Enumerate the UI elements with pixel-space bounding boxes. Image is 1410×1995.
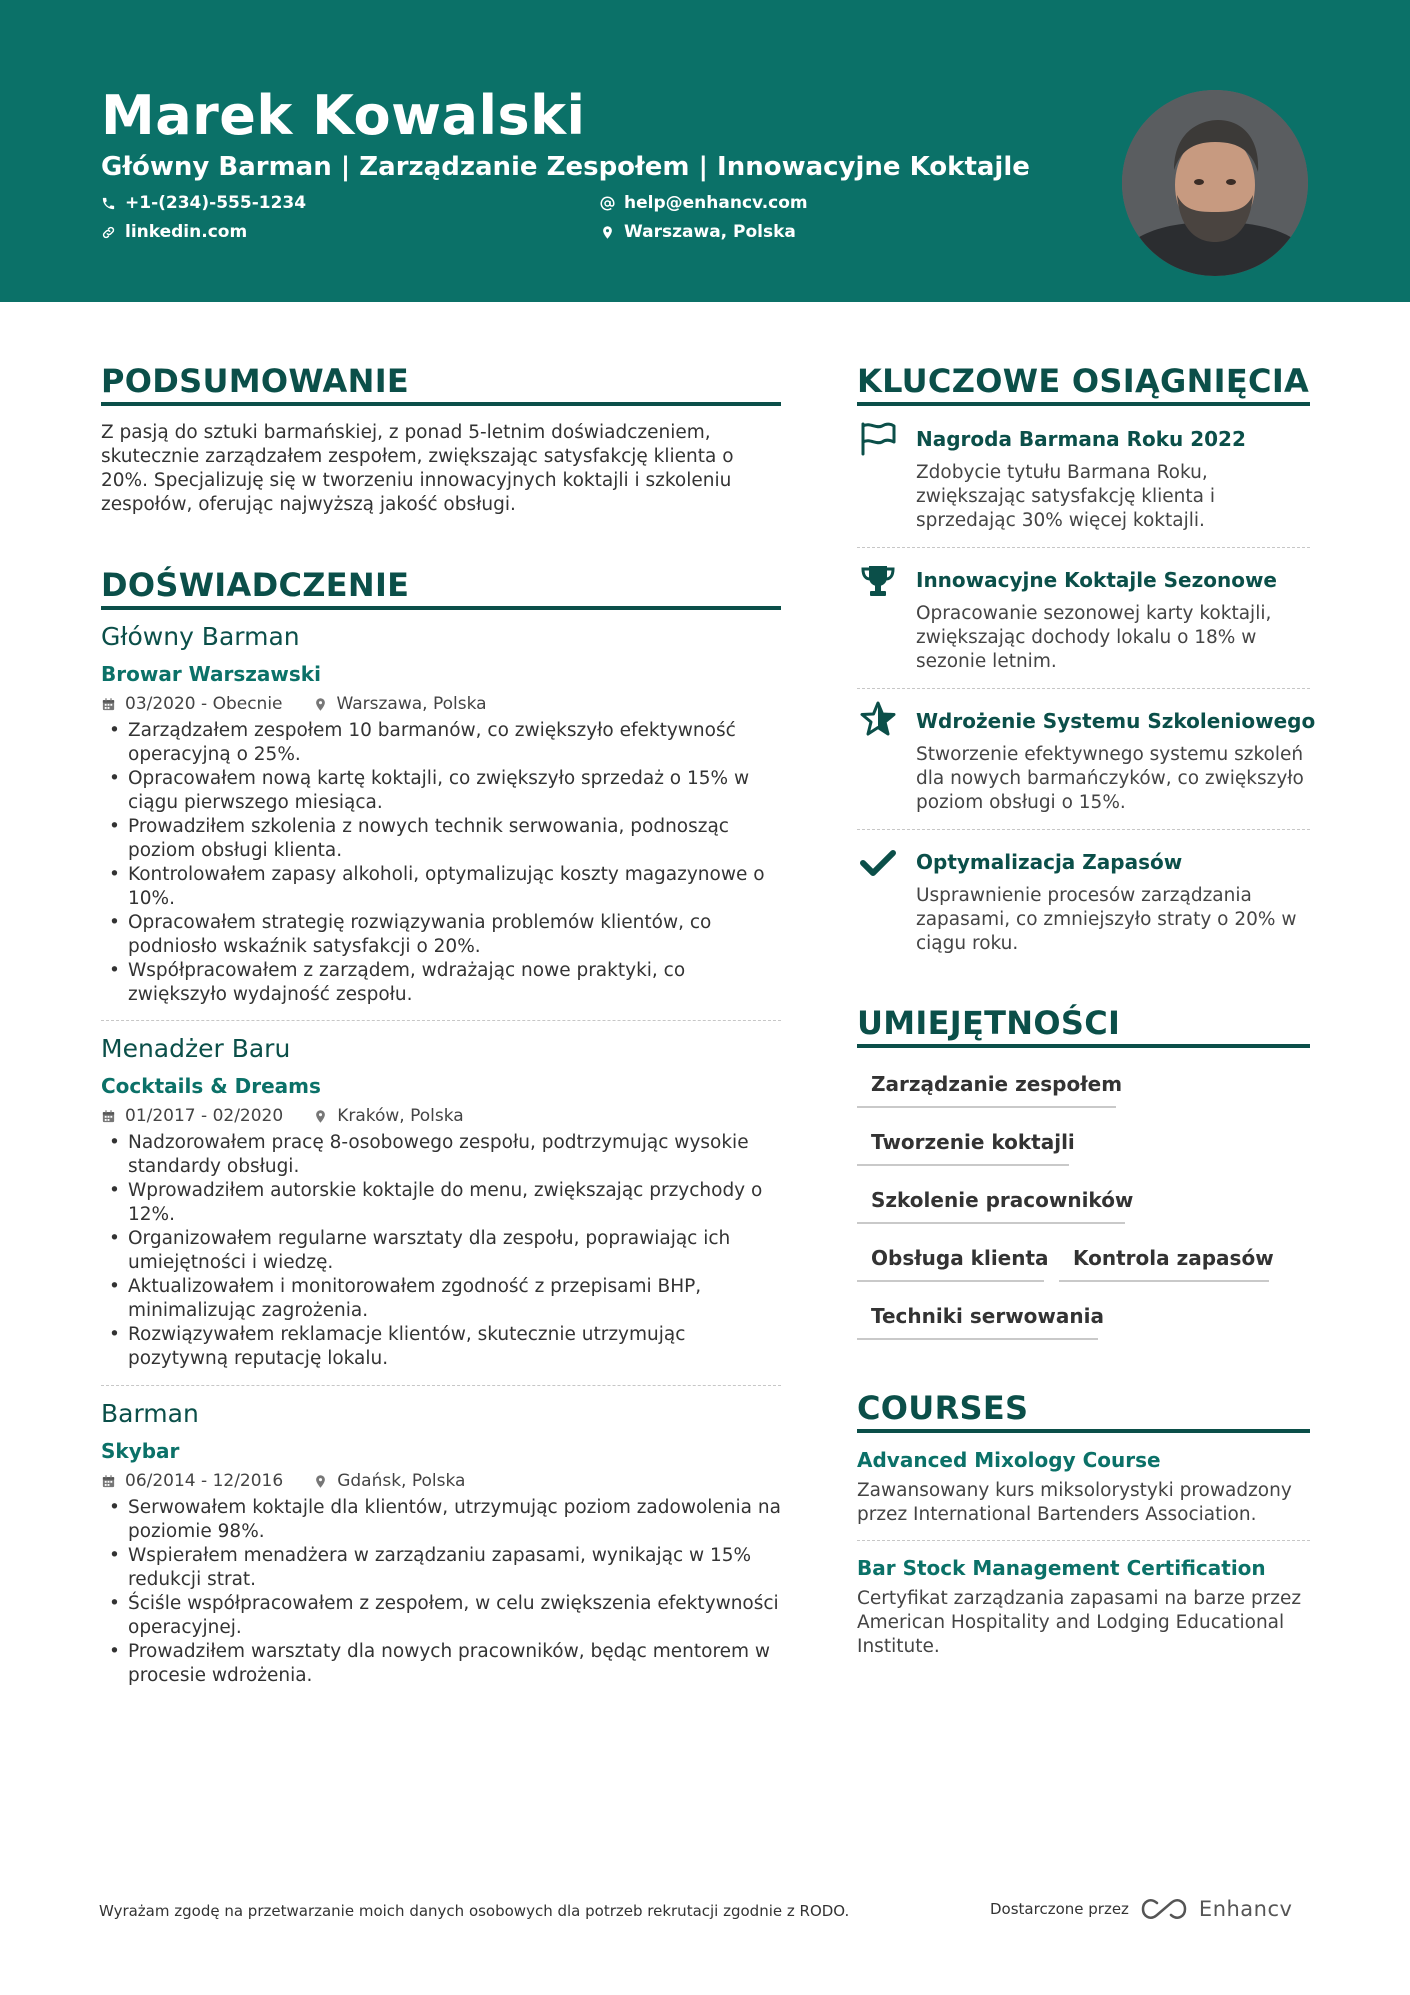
course-divider (857, 1540, 1310, 1541)
contact-location (600, 222, 796, 242)
headline: Główny Barman | Zarządzanie Zespołem | Innowacyjne Koktajle (101, 152, 1030, 182)
job-bullets (101, 1496, 781, 1688)
calendar-icon (101, 1109, 116, 1124)
skills-title-rule (857, 1044, 1310, 1048)
job-divider (101, 1385, 781, 1386)
job-meta (101, 694, 487, 714)
bullet-item: • Wspierałem menadżera w zarządzaniu zapasami, wynikając w 15% redukcji strat. (101, 1544, 781, 1592)
linkedin-text: linkedin.com (125, 222, 248, 242)
job-meta (101, 1106, 464, 1126)
skills-title: UMIEJĘTNOŚCI (857, 1004, 1121, 1042)
phone-text: +1-(234)-555-1234 (125, 193, 307, 213)
job-title: Barman (101, 1399, 199, 1428)
bullet-item: • Zarządzałem zespołem 10 barmanów, co zwiększyło efektywność operacyjną o 25%. (101, 719, 781, 767)
job-location: Gdańsk, Polska (337, 1471, 466, 1491)
location-pin-icon (313, 1109, 328, 1124)
course-desc: Zawansowany kurs miksolorystyki prowadzony przez International Bartenders Association. (857, 1480, 1292, 1525)
job-title: Główny Barman (101, 622, 300, 651)
skill-tag: Szkolenie pracowników (857, 1188, 1125, 1224)
job-location: Warszawa, Polska (336, 694, 487, 714)
courses-title-rule (857, 1429, 1310, 1433)
calendar-icon (101, 697, 116, 712)
star-icon (858, 701, 898, 737)
achievements-title-rule (857, 402, 1310, 406)
course-title: Bar Stock Management Certification (857, 1556, 1266, 1580)
job-location: Kraków, Polska (337, 1106, 464, 1126)
company-name: Cocktails & Dreams (101, 1074, 321, 1098)
bullet-item: • Aktualizowałem i monitorowałem zgodność z przepisami BHP, minimalizując zagrożenia. (101, 1275, 781, 1323)
job-title: Menadżer Baru (101, 1034, 291, 1063)
skill-tag: Obsługa klienta (857, 1246, 1044, 1282)
location-pin-icon (600, 225, 615, 240)
candidate-name: Marek Kowalski (101, 84, 586, 147)
job-dates: 03/2020 - Obecnie (125, 694, 283, 714)
phone-icon (101, 196, 116, 211)
bullet-item: • Serwowałem koktajle dla klientów, utrzymując poziom zadowolenia na poziomie 98%. (101, 1496, 781, 1544)
at-icon (600, 196, 615, 211)
achievement-divider (857, 688, 1310, 689)
consent-note: Wyrażam zgodę na przetwarzanie moich danych osobowych dla potrzeb rekrutacji zgodnie z RODO. (99, 1902, 850, 1920)
bullet-item: • Nadzorowałem pracę 8-osobowego zespołu, podtrzymując wysokie standardy obsługi. (101, 1131, 781, 1179)
flag-icon (858, 420, 898, 456)
skill-tag: Tworzenie koktajli (857, 1130, 1069, 1166)
header-banner (0, 0, 1410, 302)
achievements-title: KLUCZOWE OSIĄGNIĘCIA (857, 362, 1310, 400)
location-pin-icon (313, 1474, 328, 1489)
courses-title: COURSES (857, 1389, 1029, 1427)
email-text: help@enhancv.com (624, 193, 808, 213)
bullet-item: • Współpracowałem z zarządem, wdrażając nowe praktyki, co zwiększyło wydajność zespołu. (101, 959, 781, 1007)
experience-title-rule (101, 606, 781, 610)
bullet-item: • Ściśle współpracowałem z zespołem, w celu zwiększenia efektywności operacyjnej. (101, 1592, 781, 1640)
bullet-item: • Wprowadziłem autorskie koktajle do menu, zwiększając przychody o 12%. (101, 1179, 781, 1227)
course-desc: Certyfikat zarządzania zapasami na barze przez American Hospitality and Lodging Educational Institute. (857, 1588, 1302, 1657)
calendar-icon (101, 1474, 116, 1489)
trophy-icon (858, 563, 898, 599)
summary-title: PODSUMOWANIE (101, 362, 410, 400)
summary-text: Z pasją do sztuki barmańskiej, z ponad 5-letnim doświadczeniem, skutecznie zarządzałem zespołem, zwiększając satysfakcję klienta o 20%. Specjalizuję się w tworzeniu innowacyjnych koktajli i szkoleniu zespołów, oferując najwyższą jakość obsługi. (101, 422, 734, 515)
job-divider (101, 1020, 781, 1021)
achievement-title: Optymalizacja Zapasów (916, 850, 1183, 874)
job-meta (101, 1471, 465, 1491)
location-text: Warszawa, Polska (624, 222, 796, 242)
bullet-item: • Rozwiązywałem reklamacje klientów, skutecznie utrzymując pozytywną reputację lokalu. (101, 1323, 781, 1371)
achievement-divider (857, 829, 1310, 830)
achievement-desc: Zdobycie tytułu Barmana Roku, zwiększając satysfakcję klienta i sprzedając 30% więcej koktajli. (916, 462, 1215, 531)
bullet-item: • Prowadziłem warsztaty dla nowych pracowników, będąc mentorem w procesie wdrożenia. (101, 1640, 781, 1688)
contact-linkedin[interactable] (101, 222, 247, 242)
skill-tag: Kontrola zapasów (1059, 1246, 1269, 1282)
skill-tag: Techniki serwowania (857, 1304, 1098, 1340)
enhancv-logo-icon (1141, 1897, 1187, 1921)
job-bullets (101, 719, 781, 1007)
experience-title: DOŚWIADCZENIE (101, 566, 410, 604)
powered-by-label: Dostarczone przez (990, 1900, 1129, 1918)
contact-email[interactable] (600, 193, 808, 213)
brand-name: Enhancv (1198, 1897, 1293, 1921)
achievement-desc: Opracowanie sezonowej karty koktajli, zwiększając dochody lokalu o 18% w sezonie letnim. (916, 603, 1272, 672)
summary-title-rule (101, 402, 781, 406)
link-icon (101, 225, 116, 240)
checkmark-icon (858, 845, 898, 881)
bullet-item: • Organizowałem regularne warsztaty dla zespołu, poprawiając ich umiejętności i wiedzę. (101, 1227, 781, 1275)
bullet-item: • Opracowałem nową kartę koktajli, co zwiększyło sprzedaż o 15% w ciągu pierwszego miesiąca. (101, 767, 781, 815)
achievement-desc: Usprawnienie procesów zarządzania zapasami, co zmniejszyło straty o 20% w ciągu roku. (916, 885, 1297, 954)
course-title: Advanced Mixology Course (857, 1448, 1161, 1472)
job-bullets (101, 1131, 781, 1371)
bullet-item: • Opracowałem strategię rozwiązywania problemów klientów, co podniosło wskaźnik satysfakcji o 20%. (101, 911, 781, 959)
achievement-title: Innowacyjne Koktajle Sezonowe (916, 568, 1277, 592)
profile-photo (1122, 90, 1308, 276)
bullet-item: • Prowadziłem szkolenia z nowych technik serwowania, podnosząc poziom obsługi klienta. (101, 815, 781, 863)
achievement-title: Nagroda Barmana Roku 2022 (916, 427, 1246, 451)
company-name: Skybar (101, 1439, 180, 1463)
achievement-title: Wdrożenie Systemu Szkoleniowego (916, 709, 1316, 733)
contact-phone[interactable] (101, 193, 306, 213)
company-name: Browar Warszawski (101, 662, 321, 686)
achievement-divider (857, 547, 1310, 548)
achievement-desc: Stworzenie efektywnego systemu szkoleń dla nowych barmańczyków, co zwiększyło poziom obsługi o 15%. (916, 744, 1304, 813)
job-dates: 06/2014 - 12/2016 (125, 1471, 284, 1491)
bullet-item: • Kontrolowałem zapasy alkoholi, optymalizując koszty magazynowe o 10%. (101, 863, 781, 911)
location-pin-icon (313, 697, 328, 712)
powered-by[interactable] (990, 1897, 1292, 1921)
job-dates: 01/2017 - 02/2020 (125, 1106, 284, 1126)
skill-tag: Zarządzanie zespołem (857, 1072, 1116, 1108)
